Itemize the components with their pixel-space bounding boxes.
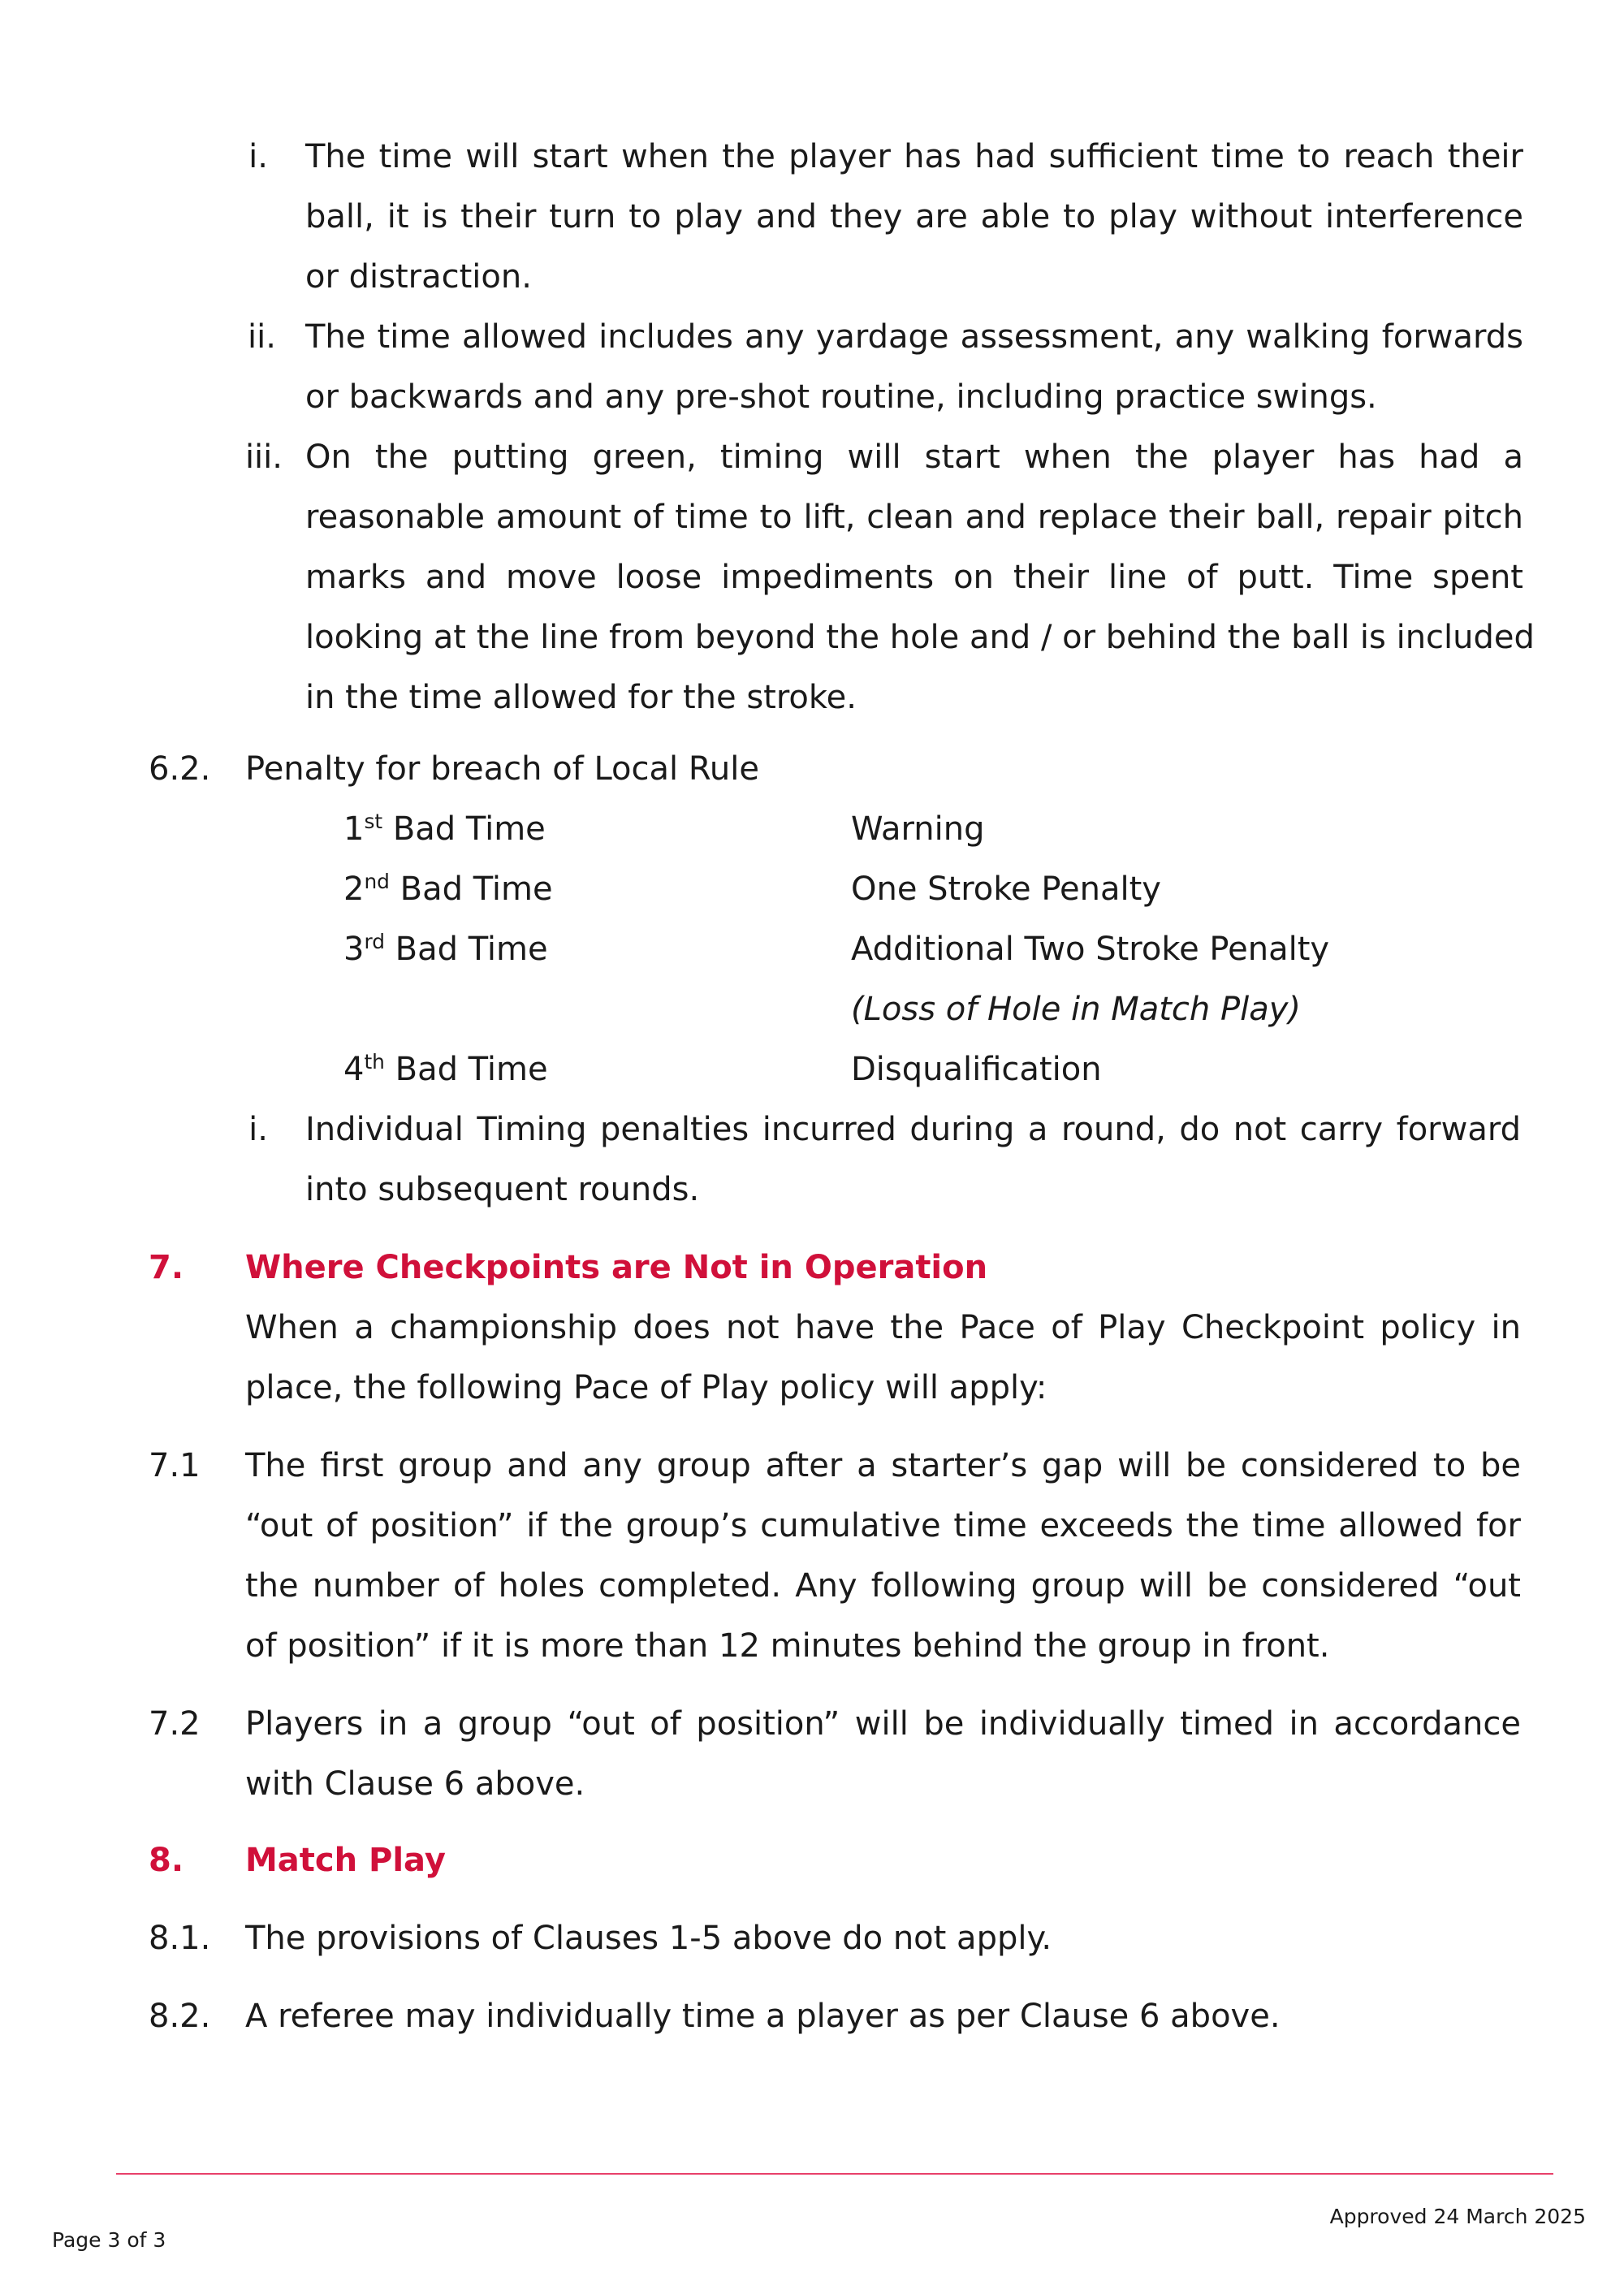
section-number: 8.	[149, 1842, 184, 1879]
list-marker: i.	[248, 138, 268, 175]
list-marker: i.	[248, 1111, 268, 1148]
text-line: in the time allowed for the stroke.	[305, 679, 857, 716]
penalty-offence: 1st Bad Time	[343, 810, 546, 848]
penalty-offence: 2nd Bad Time	[343, 870, 553, 908]
text-line: Players in a group “out of position” will be individually timed in accordance	[245, 1705, 1521, 1743]
section-heading: Match Play	[245, 1842, 446, 1879]
penalty-offence: 4th Bad Time	[343, 1050, 548, 1088]
clause-number: 7.2	[149, 1705, 201, 1743]
text-line: The time allowed includes any yardage assessment, any walking forwards	[305, 318, 1523, 356]
list-marker: iii.	[244, 438, 283, 476]
text-line: into subsequent rounds.	[305, 1171, 700, 1208]
text-line: the number of holes completed. Any following group will be considered “out	[245, 1567, 1521, 1605]
penalty-result: Disqualification	[851, 1051, 1102, 1088]
clause-number: 7.1	[149, 1447, 201, 1484]
text-line: The time will start when the player has had sufficient time to reach their	[305, 138, 1523, 175]
text-line: ball, it is their turn to play and they are able to play without interference	[305, 198, 1523, 235]
text-line: marks and move loose impediments on their line of putt. Time spent	[305, 559, 1523, 596]
clause-number: 8.2.	[149, 1998, 211, 2035]
text-line: of position” if it is more than 12 minutes behind the group in front.	[245, 1627, 1330, 1665]
footer-divider	[116, 2173, 1553, 2175]
clause-number: 6.2.	[149, 750, 211, 788]
list-marker: ii.	[248, 318, 276, 356]
text-line: The first group and any group after a starter’s gap will be considered to be	[245, 1447, 1521, 1484]
clause-number: 8.1.	[149, 1920, 211, 1957]
section-heading: Where Checkpoints are Not in Operation	[245, 1249, 988, 1286]
approval-date: Approved 24 March 2025	[1329, 2205, 1586, 2228]
text-line: On the putting green, timing will start when the player has had a	[305, 438, 1523, 476]
text-line: looking at the line from beyond the hole and / or behind the ball is included	[305, 619, 1535, 656]
clause-title: Penalty for breach of Local Rule	[245, 750, 759, 788]
text-line: or backwards and any pre-shot routine, including practice swings.	[305, 378, 1377, 416]
clause-text: The provisions of Clauses 1-5 above do not apply.	[245, 1920, 1052, 1957]
text-line: place, the following Pace of Play policy will apply:	[245, 1369, 1047, 1406]
text-line: with Clause 6 above.	[245, 1765, 585, 1803]
text-line: reasonable amount of time to lift, clean and replace their ball, repair pitch	[305, 499, 1523, 536]
text-line: When a championship does not have the Pace of Play Checkpoint policy in	[245, 1309, 1521, 1346]
penalty-offence: 3rd Bad Time	[343, 930, 548, 968]
penalty-result: Additional Two Stroke Penalty	[851, 931, 1330, 968]
page-number: Page 3 of 3	[52, 2228, 166, 2252]
text-line: or distraction.	[305, 258, 532, 296]
section-number: 7.	[149, 1249, 184, 1286]
penalty-result: One Stroke Penalty	[851, 871, 1161, 908]
text-line: “out of position” if the group’s cumulative time exceeds the time allowed for	[245, 1507, 1521, 1544]
clause-text: A referee may individually time a player as per Clause 6 above.	[245, 1998, 1281, 2035]
penalty-result: Warning	[851, 810, 985, 848]
text-line: Individual Timing penalties incurred during a round, do not carry forward	[305, 1111, 1521, 1148]
penalty-note: (Loss of Hole in Match Play)	[851, 991, 1301, 1028]
